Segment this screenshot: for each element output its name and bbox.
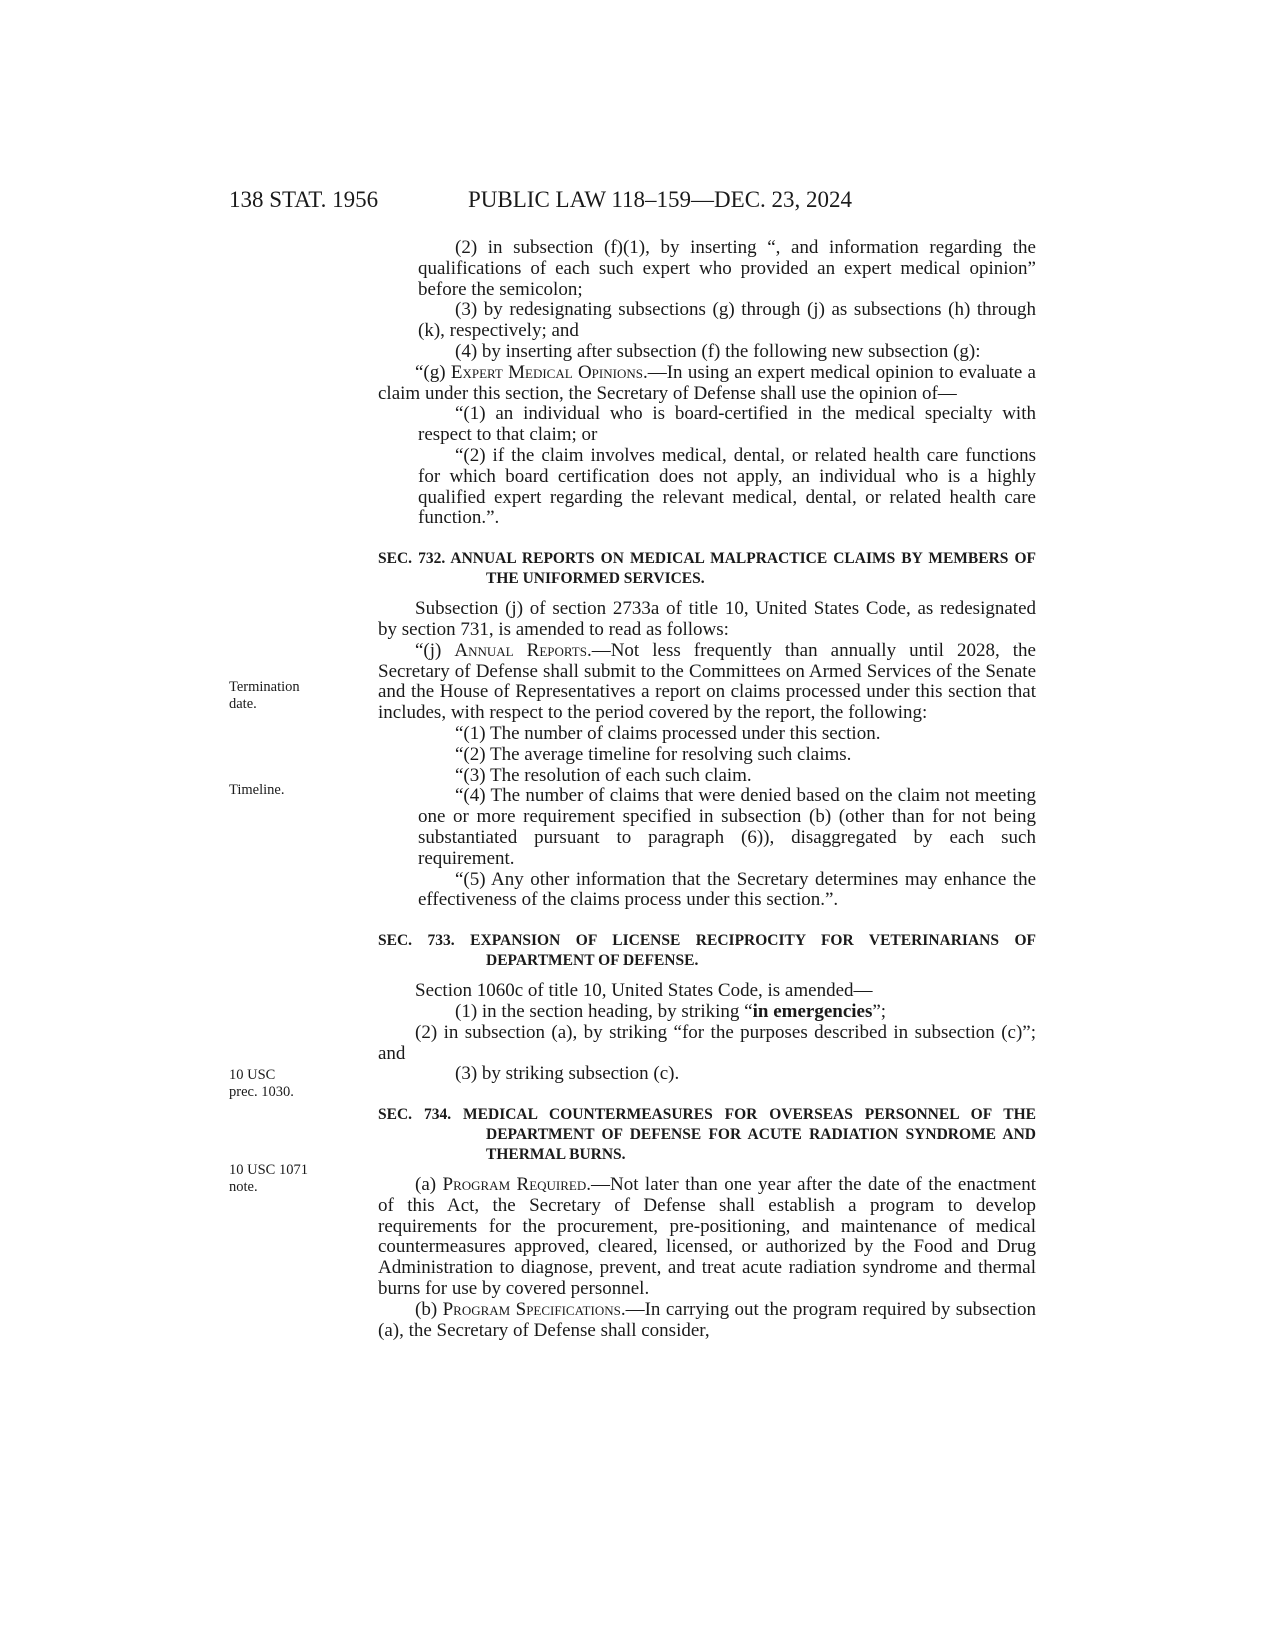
subsection-g-item-2: “(2) if the claim involves medical, dental, or related health care functions for which board certification does not apply, an individual who is a highly qualified expert regarding the relevant medical, dental, or related health care function.”. — [418, 444, 1036, 529]
paragraph-1-pre: (1) in the section heading, by striking “ — [455, 1000, 753, 1022]
margin-note-termination-date — [229, 679, 349, 713]
subsection-g — [378, 363, 1036, 405]
statute-page-number: 138 STAT. 1956 — [229, 187, 379, 212]
subsection-g-text: .—In using an expert medical opinion to evaluate a claim under this section, the Secretary of Defense shall use the opinion of— — [378, 361, 1036, 404]
report-item-4: “(4) The number of claims that were denied based on the claim not meeting one or more requirement specified in subsection (b) (other than for not being substantiated pursuant to paragraph (6)), disaggregated by each such requirement. — [418, 785, 1036, 869]
subsection-a-open: (a) — [415, 1174, 443, 1196]
struck-heading-text: in emergencies — [752, 1000, 873, 1022]
subsection-g-heading: Expert Medical Opinions — [450, 361, 643, 383]
paragraph-3: (3) by redesignating subsections (g) through (j) as subsections (h) through (k), respectively; and — [418, 299, 1036, 342]
subsection-b — [378, 1300, 1036, 1342]
report-item-1: “(1) The number of claims processed under this section. — [455, 722, 881, 744]
section-732-intro: Subsection (j) of section 2733a of title 10, United States Code, as redesignated by section 731, is amended to read as follows: — [378, 598, 1036, 640]
subsection-b-text: .—In carrying out the program required by subsection (a), the Secretary of Defense shall consider, — [378, 1298, 1037, 1341]
margin-note-line: prec. 1030. — [229, 1084, 294, 1100]
section-733-heading: SEC. 733. EXPANSION OF LICENSE RECIPROCITY FOR VETERINARIANS OF DEPARTMENT OF DEFENSE. — [378, 932, 1036, 970]
margin-note-usc-prec — [229, 1067, 349, 1101]
subsection-a — [378, 1175, 1036, 1300]
report-item-5: “(5) Any other information that the Secretary determines may enhance the effectiveness of the claims process under this section.”. — [418, 868, 1036, 911]
subsection-j-text: .—Not less frequently than annually until 2028, the Secretary of Defense shall submit to the Committees on Armed Services of the Senate and the House of Representatives a report on claims processed under this section that includes, with respect to the period covered by the report, the following: — [378, 639, 1036, 724]
margin-note-line: Termination — [229, 679, 300, 695]
subsection-a-heading: Program Required — [442, 1174, 587, 1196]
section-733-paragraph-1 — [378, 1002, 1036, 1023]
report-item-3: “(3) The resolution of each such claim. — [455, 764, 752, 786]
paragraph-4: (4) by inserting after subsection (f) the following new subsection (g): — [455, 340, 981, 362]
margin-note-line: note. — [229, 1179, 258, 1195]
margin-note-timeline: Timeline. — [229, 782, 285, 798]
public-law-title: PUBLIC LAW 118–159—DEC. 23, 2024 — [468, 187, 853, 212]
subsection-g-item-1: “(1) an individual who is board-certified in the medical specialty with respect to that claim; or — [418, 403, 1036, 446]
margin-note-usc-1071 — [229, 1162, 349, 1196]
subsection-j-heading: Annual Reports — [454, 639, 587, 661]
subsection-b-open: (b) — [415, 1298, 443, 1320]
subsection-a-text: .—Not later than one year after the date of the enactment of this Act, the Secretary of Defense shall establish a program to develop requirements for the procurement, pre-positioning, and maintenance of medical countermeasures approved, cleared, licensed, or authorized by the Food and Drug Administration to diagnose, prevent, and treat acute radiation syndrome and thermal burns for use by covered personnel. — [378, 1174, 1036, 1300]
paragraph-2-text: (2) in subsection (a), by striking “for the purposes described in subsection (c)”; and — [378, 1021, 1036, 1064]
subsection-j — [378, 641, 1036, 724]
margin-note-line: date. — [229, 696, 257, 712]
section-734-heading: SEC. 734. MEDICAL COUNTERMEASURES FOR OVERSEAS PERSONNEL OF THE DEPARTMENT OF DEFENSE FOR ACUTE RADIATION SYNDROME AND THERMAL BURNS. — [378, 1106, 1036, 1164]
section-733-intro: Section 1060c of title 10, United States Code, is amended— — [415, 980, 873, 1002]
margin-note-line: 10 USC 1071 — [229, 1162, 308, 1178]
subsection-j-open: “(j) — [415, 639, 455, 661]
margin-note-line: 10 USC — [229, 1067, 276, 1083]
subsection-b-heading: Program Specifications — [442, 1298, 621, 1320]
section-733-paragraph-3: (3) by striking subsection (c). — [455, 1063, 680, 1085]
section-733-paragraph-2 — [338, 1023, 1036, 1065]
report-item-2: “(2) The average timeline for resolving such claims. — [455, 743, 852, 765]
subsection-g-open: “(g) — [415, 361, 451, 383]
paragraph-2: (2) in subsection (f)(1), by inserting “, and information regarding the qualifications of each such expert who provided an expert medical opinion” before the semicolon; — [418, 237, 1036, 300]
paragraph-1-post: ”; — [872, 1000, 887, 1022]
section-732-heading: SEC. 732. ANNUAL REPORTS ON MEDICAL MALPRACTICE CLAIMS BY MEMBERS OF THE UNIFORMED SERVICES. — [378, 550, 1036, 588]
statute-body — [378, 238, 1036, 1341]
